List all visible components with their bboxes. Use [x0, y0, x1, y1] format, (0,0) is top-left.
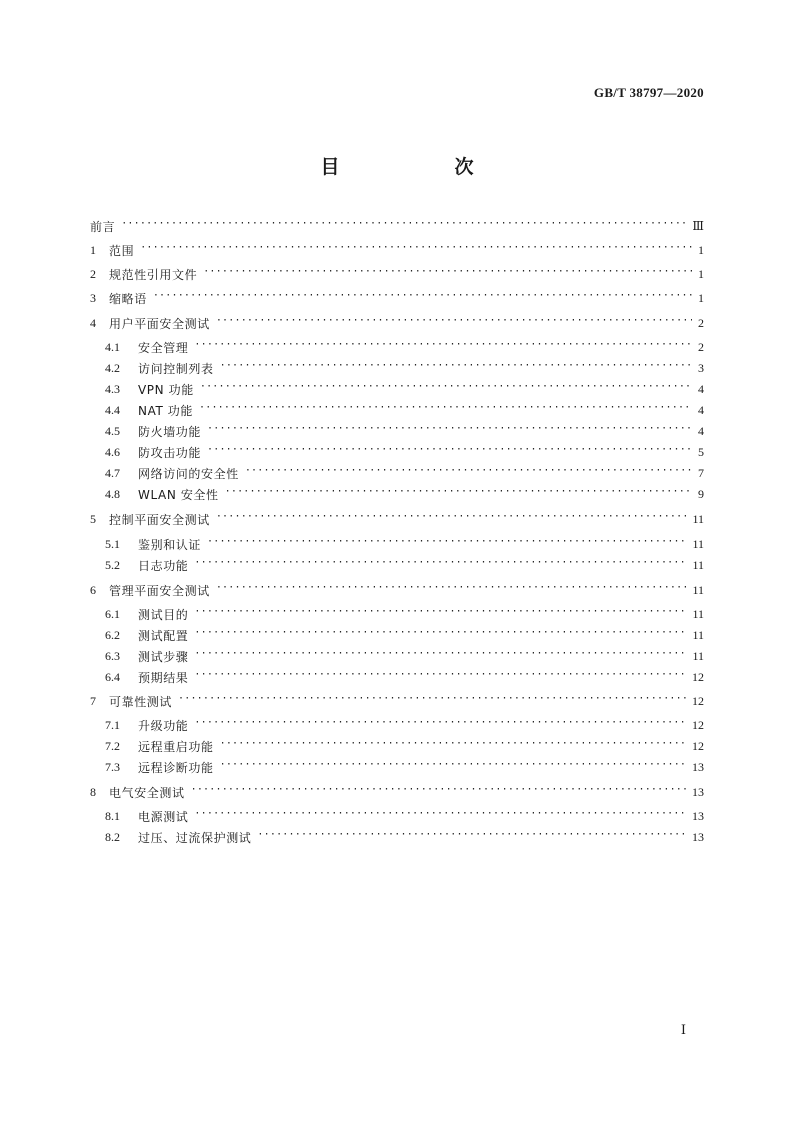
- toc-entry-label: 测试目的: [138, 607, 189, 622]
- toc-entry[interactable]: [90, 264, 704, 284]
- toc-entry[interactable]: [90, 757, 704, 777]
- toc-entry-page: 11: [692, 536, 704, 551]
- dot-leader: [225, 487, 692, 501]
- toc-entry-page: 12: [692, 738, 704, 753]
- toc-entry-number: 6.4: [105, 669, 120, 684]
- toc-entry-page: 13: [692, 759, 704, 774]
- toc-entry-page: 11: [692, 627, 704, 642]
- dot-leader: [194, 628, 688, 642]
- toc-entry[interactable]: [90, 216, 704, 236]
- toc-entry-number: 4.1: [105, 339, 120, 354]
- toc-entry-label: 控制平面安全测试: [109, 512, 210, 527]
- dot-leader: [194, 649, 688, 663]
- toc-entry[interactable]: [90, 625, 704, 645]
- toc-entry-label: 可靠性测试: [109, 694, 173, 709]
- toc-entry[interactable]: [90, 715, 704, 735]
- toc-entry[interactable]: [90, 484, 704, 504]
- toc-entry[interactable]: [90, 667, 704, 687]
- toc-entry[interactable]: [90, 358, 704, 378]
- toc-entry-page: 7: [698, 465, 704, 480]
- toc-entry[interactable]: [90, 400, 704, 420]
- dot-leader: [203, 267, 692, 281]
- toc-entry-page: 13: [692, 808, 704, 823]
- toc-entry-number: 7.3: [105, 759, 120, 774]
- dot-leader: [178, 694, 688, 708]
- dot-leader: [194, 340, 692, 354]
- toc-entry[interactable]: [90, 555, 704, 575]
- toc-entry-page: 3: [698, 360, 704, 375]
- toc-entry-page: 12: [692, 717, 704, 732]
- dot-leader: [191, 785, 688, 799]
- toc-entry-label: 前言: [90, 219, 116, 234]
- toc-entry-label: 规范性引用文件: [109, 267, 198, 282]
- toc-entry-number: 4.8: [105, 486, 120, 501]
- toc-entry[interactable]: [90, 691, 704, 711]
- toc-entry-page: 1: [698, 242, 704, 257]
- toc-entry-page: 12: [692, 669, 704, 684]
- toc-entry-page: 13: [692, 784, 704, 799]
- toc-entry-number: 7: [90, 693, 96, 708]
- toc-entry-label: 预期结果: [138, 670, 189, 685]
- toc-entry[interactable]: [90, 736, 704, 756]
- toc-entry-page: 12: [692, 693, 704, 708]
- toc-entry[interactable]: [90, 442, 704, 462]
- toc-entry[interactable]: [90, 604, 704, 624]
- toc-entry-label: 测试步骤: [138, 649, 189, 664]
- toc-entry-number: 7.1: [105, 717, 120, 732]
- page-number: Ⅰ: [680, 1022, 686, 1037]
- standard-code: GB/T 38797—2020: [593, 85, 704, 100]
- dot-leader: [153, 291, 692, 305]
- toc-entry[interactable]: [90, 463, 704, 483]
- toc-entry-number: 7.2: [105, 738, 120, 753]
- toc-entry[interactable]: [90, 379, 704, 399]
- toc-entry-page: 2: [698, 315, 704, 330]
- toc-entry-number: 5.1: [105, 536, 120, 551]
- toc-entry-page: 5: [698, 444, 704, 459]
- dot-leader: [220, 760, 688, 774]
- dot-leader: [207, 537, 688, 551]
- dot-leader: [216, 316, 692, 330]
- toc-entry-number: 2: [90, 266, 96, 281]
- toc-entry[interactable]: [90, 827, 704, 847]
- dot-leader: [220, 361, 692, 375]
- dot-leader: [200, 382, 692, 396]
- toc-entry-number: 3: [90, 290, 96, 305]
- toc-entry[interactable]: [90, 534, 704, 554]
- toc-entry-label: 用户平面安全测试: [109, 316, 210, 331]
- toc-entry-label: 安全管理: [138, 340, 189, 355]
- toc-entry-number: 5: [90, 511, 96, 526]
- toc-entry-number: 8.1: [105, 808, 120, 823]
- toc-entry[interactable]: [90, 580, 704, 600]
- toc-entry-number: 8.2: [105, 829, 120, 844]
- toc-entry-label: 管理平面安全测试: [109, 583, 210, 598]
- toc-entry-label: WLAN 安全性: [138, 487, 219, 502]
- toc-entry-page: 9: [698, 486, 704, 501]
- toc-entry-page: 11: [692, 648, 704, 663]
- toc-entry-label: 电气安全测试: [109, 785, 185, 800]
- dot-leader: [207, 424, 692, 438]
- toc-entry-number: 4: [90, 315, 96, 330]
- toc-entry-label: 防攻击功能: [138, 445, 202, 460]
- toc-entry-number: 8: [90, 784, 96, 799]
- toc-entry[interactable]: [90, 288, 704, 308]
- dot-leader: [220, 739, 688, 753]
- toc-entry-label: 鉴别和认证: [138, 537, 202, 552]
- toc-entry-label: 升级功能: [138, 718, 189, 733]
- toc-entry[interactable]: [90, 240, 704, 260]
- toc-entry-label: 远程诊断功能: [138, 760, 214, 775]
- toc-entry-number: 4.5: [105, 423, 120, 438]
- toc-entry-page: 2: [698, 339, 704, 354]
- dot-leader: [194, 718, 688, 732]
- toc-entry-label: 电源测试: [138, 809, 189, 824]
- dot-leader: [194, 670, 688, 684]
- toc-entry-number: 4.7: [105, 465, 120, 480]
- toc-entry-page: 11: [692, 511, 704, 526]
- toc-entry-page: 4: [698, 423, 704, 438]
- toc-entry-label: 日志功能: [138, 558, 189, 573]
- dot-leader: [194, 558, 688, 572]
- toc-entry-label: 远程重启功能: [138, 739, 214, 754]
- dot-leader: [207, 445, 692, 459]
- toc-entry-page: 4: [698, 381, 704, 396]
- dot-leader: [121, 219, 688, 233]
- toc-entry-number: 6.2: [105, 627, 120, 642]
- toc-entry[interactable]: [90, 421, 704, 441]
- toc-entry-page: 1: [698, 290, 704, 305]
- toc-entry[interactable]: [90, 806, 704, 826]
- dot-leader: [194, 607, 688, 621]
- toc-entry-number: 1: [90, 242, 96, 257]
- dot-leader: [245, 466, 692, 480]
- toc-entry-label: 测试配置: [138, 628, 189, 643]
- dot-leader: [194, 809, 688, 823]
- toc-entry-number: 6.3: [105, 648, 120, 663]
- toc-entry-number: 5.2: [105, 557, 120, 572]
- toc-entry-number: 4.4: [105, 402, 120, 417]
- toc-entry-number: 4.3: [105, 381, 120, 396]
- toc-entry[interactable]: [90, 646, 704, 666]
- toc-entry-label: 过压、过流保护测试: [138, 830, 252, 845]
- dot-leader: [216, 583, 689, 597]
- toc-entry-page: 11: [692, 557, 704, 572]
- toc-entry-page: 11: [692, 606, 704, 621]
- toc-entry-label: NAT 功能: [138, 403, 193, 418]
- toc-entry[interactable]: [90, 337, 704, 357]
- toc-entry-page: Ⅲ: [692, 218, 704, 233]
- toc-entry-label: 防火墙功能: [138, 424, 202, 439]
- toc-entry[interactable]: [90, 313, 704, 333]
- dot-leader: [257, 830, 688, 844]
- dot-leader: [199, 403, 692, 417]
- dot-leader: [140, 243, 692, 257]
- toc-entry[interactable]: [90, 782, 704, 802]
- toc-entry-number: 6.1: [105, 606, 120, 621]
- dot-leader: [216, 512, 689, 526]
- toc-entry[interactable]: [90, 509, 704, 529]
- toc-entry-label: 缩略语: [109, 291, 147, 306]
- toc-entry-label: 范围: [109, 243, 135, 258]
- toc-entry-number: 4.2: [105, 360, 120, 375]
- toc-entry-page: 1: [698, 266, 704, 281]
- toc-entry-number: 6: [90, 582, 96, 597]
- page-title: 目 次: [320, 156, 522, 178]
- toc-entry-label: 网络访问的安全性: [138, 466, 239, 481]
- toc-entry-page: 4: [698, 402, 704, 417]
- toc-entry-page: 13: [692, 829, 704, 844]
- toc-entry-label: 访问控制列表: [138, 361, 214, 376]
- toc-entry-label: VPN 功能: [138, 382, 194, 397]
- toc-entry-number: 4.6: [105, 444, 120, 459]
- toc-entry-page: 11: [692, 582, 704, 597]
